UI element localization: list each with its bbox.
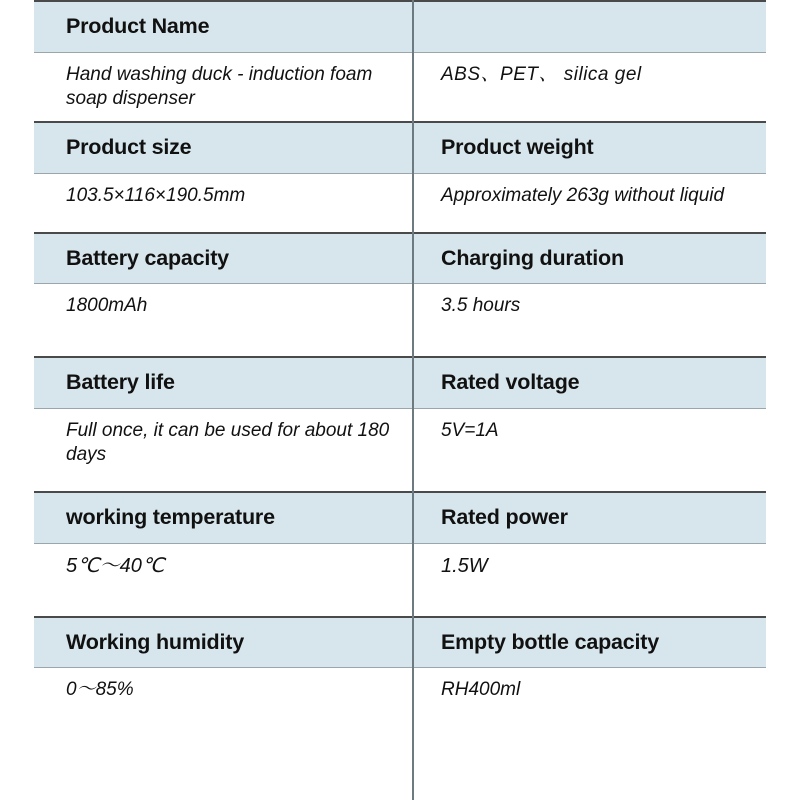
table-cell-label <box>414 617 766 668</box>
table-cell-label <box>34 617 414 668</box>
table-row <box>34 543 766 602</box>
table-cell-value <box>34 408 414 477</box>
table-cell-label <box>34 357 414 408</box>
table-cell-value <box>414 284 766 343</box>
rated-power-value: 1.5W <box>441 554 488 577</box>
rated-power-label: Rated power <box>441 505 568 530</box>
table-cell-label <box>34 122 414 173</box>
spacer-cell <box>34 602 414 617</box>
product-name-label: Product Name <box>66 14 210 38</box>
product-weight-label: Product weight <box>441 135 594 160</box>
table-row <box>34 173 766 233</box>
table-cell-value <box>34 543 414 602</box>
working-humidity-label: Working humidity <box>66 629 244 654</box>
product-name-right-label <box>414 2 766 24</box>
table-cell-label <box>414 233 766 284</box>
table-cell-value <box>414 52 766 122</box>
table-cell-label <box>34 1 414 52</box>
table-row <box>34 668 766 713</box>
spacer-cell <box>414 477 766 492</box>
table-row <box>34 408 766 477</box>
row-spacer <box>34 477 766 492</box>
charging-duration-value: 3.5 hours <box>441 295 521 317</box>
row-spacer <box>34 342 766 357</box>
table-cell-value <box>414 543 766 602</box>
material-value: ABS、PET、 silica gel <box>441 63 642 85</box>
spacer-cell <box>414 602 766 617</box>
charging-duration-label: Charging duration <box>441 245 624 270</box>
table-row <box>34 233 766 284</box>
working-humidity-value: 0～85% <box>66 679 134 701</box>
table-row <box>34 122 766 173</box>
product-size-label: Product size <box>66 135 192 160</box>
table-cell-value <box>414 173 766 233</box>
table-cell-label <box>414 357 766 408</box>
rated-voltage-label: Rated voltage <box>441 370 580 395</box>
table-cell-value <box>414 408 766 477</box>
battery-capacity-value: 1800mAh <box>66 295 148 317</box>
table-cell-value <box>34 668 414 713</box>
table-cell-value <box>414 668 766 713</box>
table-row <box>34 492 766 543</box>
table-cell-label <box>414 1 766 52</box>
spacer-cell <box>34 342 414 357</box>
working-temperature-label: working temperature <box>66 505 275 530</box>
table-cell-label <box>34 492 414 543</box>
table-cell-label <box>414 122 766 173</box>
battery-life-label: Battery life <box>66 370 175 395</box>
product-weight-value: Approximately 263g without liquid <box>441 184 725 206</box>
table-row <box>34 617 766 668</box>
battery-capacity-label: Battery capacity <box>66 245 229 270</box>
table-cell-value <box>34 52 414 122</box>
table-row <box>34 1 766 52</box>
product-name-value: Hand washing duck - induction foam soap dispenser <box>66 63 373 109</box>
rated-voltage-value: 5V=1A <box>441 419 499 441</box>
battery-life-value: Full once, it can be used for about 180 days <box>66 419 390 465</box>
table-row <box>34 52 766 122</box>
table-cell-value <box>34 173 414 233</box>
empty-bottle-capacity-label: Empty bottle capacity <box>441 629 660 654</box>
table-row <box>34 357 766 408</box>
column-divider <box>412 0 414 800</box>
table-cell-label <box>414 492 766 543</box>
spacer-cell <box>34 477 414 492</box>
table-row <box>34 284 766 343</box>
spacer-cell <box>414 342 766 357</box>
empty-bottle-capacity-value: RH400ml <box>441 679 521 701</box>
specification-table <box>34 0 766 713</box>
row-spacer <box>34 602 766 617</box>
product-size-value: 103.5×116×190.5mm <box>66 184 246 206</box>
table-cell-label <box>34 233 414 284</box>
working-temperature-value: 5℃～40℃ <box>66 554 165 577</box>
table-cell-value <box>34 284 414 343</box>
